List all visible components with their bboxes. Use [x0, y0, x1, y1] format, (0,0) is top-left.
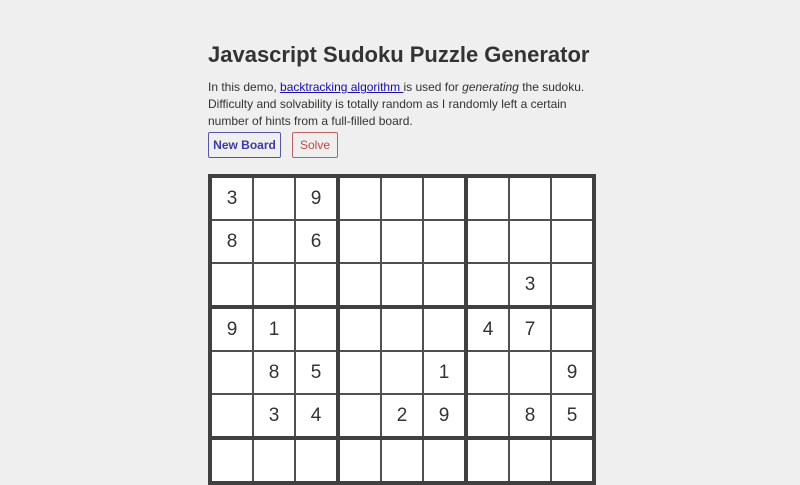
- sudoku-cell[interactable]: [509, 176, 551, 220]
- sudoku-cell[interactable]: [253, 220, 295, 263]
- sudoku-cell[interactable]: [509, 438, 551, 483]
- board-row: [210, 176, 594, 220]
- board-row: [210, 438, 594, 483]
- sudoku-cell[interactable]: [338, 351, 381, 394]
- sudoku-cell[interactable]: [381, 438, 423, 483]
- sudoku-cell[interactable]: [295, 438, 338, 483]
- board-row: [210, 263, 594, 307]
- sudoku-cell[interactable]: 9: [295, 176, 338, 220]
- board-row: [210, 394, 594, 438]
- board-row: [210, 307, 594, 351]
- sudoku-cell[interactable]: [338, 176, 381, 220]
- sudoku-cell[interactable]: [210, 394, 253, 438]
- sudoku-cell[interactable]: [381, 176, 423, 220]
- sudoku-cell[interactable]: 5: [295, 351, 338, 394]
- sudoku-cell[interactable]: [253, 263, 295, 307]
- sudoku-cell[interactable]: [466, 220, 509, 263]
- intro-emphasis: generating: [462, 80, 519, 94]
- intro-suffix: the sudoku. Difficulty and solvability is totally random as I randomly left a certain number of hints from a full-filled board.: [208, 80, 585, 128]
- sudoku-cell[interactable]: [466, 176, 509, 220]
- sudoku-cell[interactable]: 8: [253, 351, 295, 394]
- intro-text: [208, 79, 600, 130]
- sudoku-cell[interactable]: [423, 220, 466, 263]
- sudoku-cell[interactable]: [338, 263, 381, 307]
- sudoku-cell[interactable]: [509, 220, 551, 263]
- sudoku-cell[interactable]: 7: [509, 307, 551, 351]
- intro-middle: is used for: [403, 80, 463, 94]
- sudoku-cell[interactable]: [210, 351, 253, 394]
- sudoku-cell[interactable]: [338, 220, 381, 263]
- sudoku-cell[interactable]: [338, 307, 381, 351]
- sudoku-cell[interactable]: [253, 176, 295, 220]
- sudoku-cell[interactable]: [381, 307, 423, 351]
- sudoku-cell[interactable]: 4: [466, 307, 509, 351]
- sudoku-cell[interactable]: [338, 438, 381, 483]
- sudoku-cell[interactable]: [551, 220, 594, 263]
- sudoku-cell[interactable]: [423, 176, 466, 220]
- sudoku-cell[interactable]: 6: [295, 220, 338, 263]
- sudoku-cell[interactable]: [466, 263, 509, 307]
- sudoku-cell[interactable]: [551, 438, 594, 483]
- sudoku-cell[interactable]: [423, 438, 466, 483]
- sudoku-cell[interactable]: [551, 263, 594, 307]
- intro-prefix: In this demo,: [208, 80, 281, 94]
- sudoku-cell[interactable]: [551, 176, 594, 220]
- sudoku-cell[interactable]: 9: [423, 394, 466, 438]
- sudoku-cell[interactable]: [381, 351, 423, 394]
- sudoku-cell[interactable]: 3: [210, 176, 253, 220]
- sudoku-cell[interactable]: 3: [509, 263, 551, 307]
- sudoku-cell[interactable]: [423, 263, 466, 307]
- board-row: [210, 220, 594, 263]
- sudoku-cell[interactable]: [466, 438, 509, 483]
- sudoku-cell[interactable]: [466, 351, 509, 394]
- sudoku-cell[interactable]: 9: [551, 351, 594, 394]
- sudoku-cell[interactable]: [509, 351, 551, 394]
- sudoku-cell[interactable]: [295, 263, 338, 307]
- sudoku-cell[interactable]: [295, 307, 338, 351]
- sudoku-cell[interactable]: 1: [423, 351, 466, 394]
- backtracking-link[interactable]: backtracking algorithm: [280, 80, 404, 94]
- sudoku-cell[interactable]: [338, 394, 381, 438]
- sudoku-cell[interactable]: 2: [381, 394, 423, 438]
- sudoku-cell[interactable]: [210, 263, 253, 307]
- sudoku-cell[interactable]: 5: [551, 394, 594, 438]
- sudoku-cell[interactable]: [466, 394, 509, 438]
- sudoku-cell[interactable]: [210, 438, 253, 483]
- sudoku-cell[interactable]: 1: [253, 307, 295, 351]
- sudoku-cell[interactable]: [381, 220, 423, 263]
- sudoku-cell[interactable]: 8: [509, 394, 551, 438]
- sudoku-cell[interactable]: 8: [210, 220, 253, 263]
- sudoku-cell[interactable]: [381, 263, 423, 307]
- sudoku-cell[interactable]: 4: [295, 394, 338, 438]
- sudoku-cell[interactable]: 3: [253, 394, 295, 438]
- page-title: Javascript Sudoku Puzzle Generator: [208, 42, 590, 67]
- sudoku-board: [208, 174, 596, 485]
- new-board-button[interactable]: New Board: [208, 132, 281, 158]
- board-row: [210, 351, 594, 394]
- solve-button[interactable]: Solve: [292, 132, 338, 158]
- sudoku-cell[interactable]: [551, 307, 594, 351]
- sudoku-cell[interactable]: [423, 307, 466, 351]
- sudoku-cell[interactable]: [253, 438, 295, 483]
- sudoku-cell[interactable]: 9: [210, 307, 253, 351]
